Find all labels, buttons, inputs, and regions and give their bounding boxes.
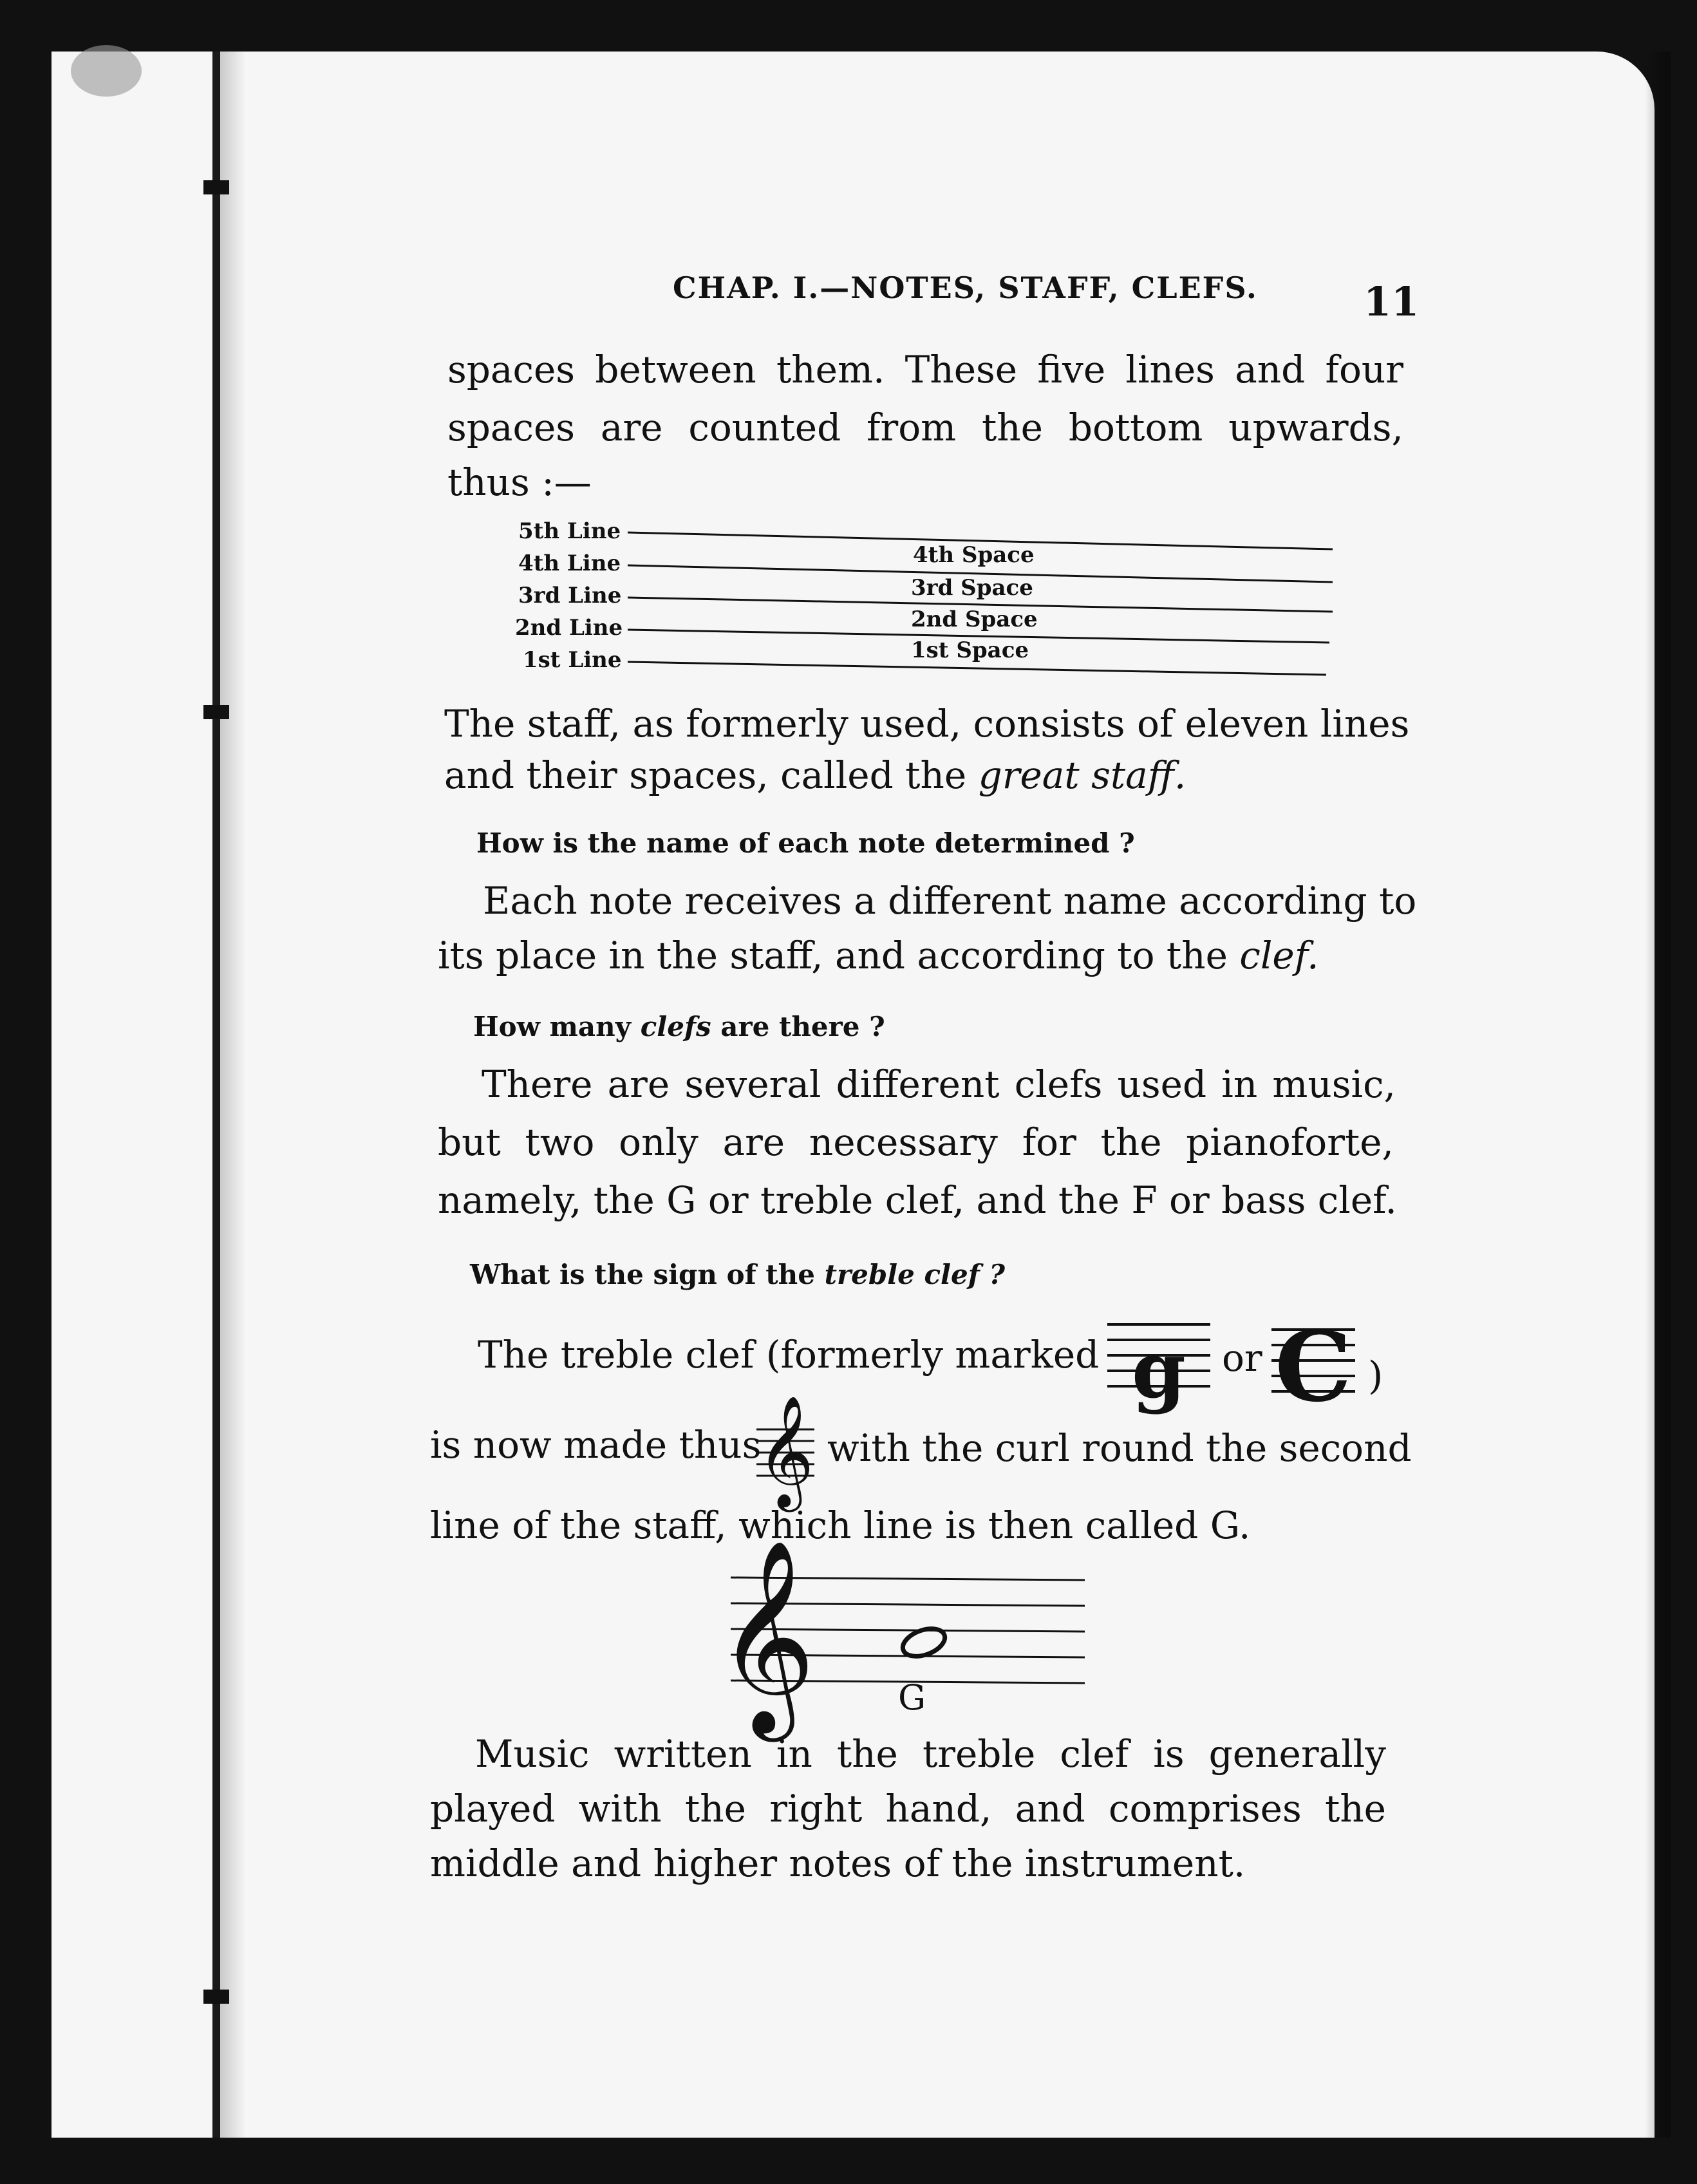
staff-space-label: 2nd Space: [911, 607, 1038, 632]
note-label: G: [898, 1677, 926, 1718]
binding-stitch: [203, 180, 229, 194]
text-line: thus :—: [447, 460, 592, 504]
svg-text:𝄞: 𝄞: [756, 1395, 814, 1507]
page-number: 11: [1364, 278, 1420, 325]
staff-line-label: 1st Line: [523, 647, 622, 673]
text-line: spaces are counted from the bottom upwards,: [447, 406, 1403, 449]
old-g-clef-sign: [1107, 1317, 1210, 1416]
text-line: its place in the staff, and according to the clef.: [438, 934, 1319, 977]
text-line: is now made thus: [430, 1423, 762, 1467]
page-right-edge: [1645, 52, 1671, 2138]
staff-space-label: 3rd Space: [911, 575, 1033, 601]
binding-shadow: [220, 52, 246, 2138]
question: How is the name of each note determined ?: [476, 827, 1135, 859]
staff-line-label: 3rd Line: [518, 583, 622, 608]
text-line: Each note receives a different name according to: [483, 879, 1417, 923]
svg-text:C: C: [1275, 1310, 1352, 1424]
old-c-clef-sign: [1271, 1304, 1381, 1426]
text-line: with the curl round the second: [827, 1426, 1412, 1470]
page-stain: [71, 45, 142, 97]
staff-line-label: 5th Line: [518, 518, 621, 544]
text-line: spaces between them. These five lines and four: [447, 348, 1403, 391]
svg-text:): ): [1368, 1353, 1383, 1398]
text-line: or: [1222, 1336, 1262, 1380]
text-line: There are several different clefs used in music,: [482, 1062, 1396, 1106]
binding-stitch: [203, 1990, 229, 2004]
binding-edge: [212, 52, 220, 2138]
text-line: The staff, as formerly used, consists of eleven lines: [444, 702, 1410, 746]
svg-text:𝄞: 𝄞: [717, 1539, 816, 1733]
italic-term: clef.: [1239, 934, 1319, 977]
text-line: The treble clef (formerly marked: [478, 1333, 1100, 1377]
text-line: namely, the G or treble clef, and the F or bass clef.: [438, 1178, 1397, 1222]
binding-stitch: [203, 705, 229, 719]
text-line: and their spaces, called the great staff.: [444, 753, 1186, 797]
staff-space-label: 4th Space: [913, 542, 1035, 568]
staff-space-label: 1st Space: [911, 637, 1029, 663]
text-line: line of the staff, which line is then called G.: [430, 1503, 1251, 1547]
text-line: but two only are necessary for the pianoforte,: [438, 1120, 1394, 1164]
staff-line-label: 4th Line: [518, 551, 621, 576]
text-line: played with the right hand, and comprises the: [430, 1787, 1386, 1831]
italic-term: great staff.: [978, 753, 1186, 797]
question: How many clefs are there ?: [473, 1011, 885, 1042]
text-line: middle and higher notes of the instrument.: [430, 1841, 1246, 1885]
text-line: Music written in the treble clef is generally: [475, 1732, 1386, 1776]
svg-text:g: g: [1132, 1325, 1186, 1416]
staff-line-label: 2nd Line: [515, 615, 623, 641]
question: What is the sign of the treble clef ?: [470, 1259, 1006, 1290]
treble-clef-sign: [756, 1394, 821, 1507]
running-header: CHAP. I.—NOTES, STAFF, CLEFS.: [673, 270, 1258, 305]
